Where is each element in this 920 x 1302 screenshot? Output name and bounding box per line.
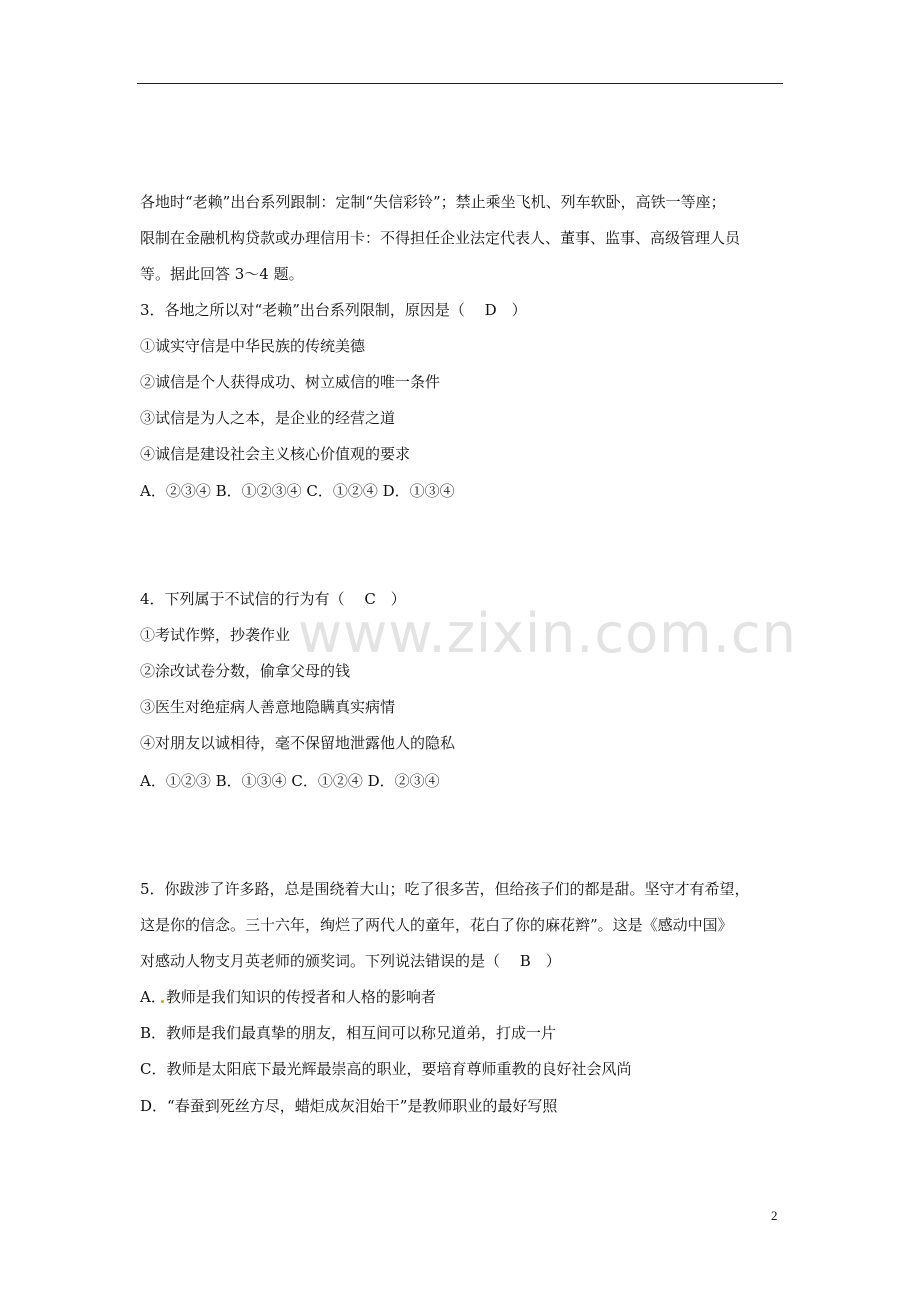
q5-option-d: D．“春蚕到死丝方尽，蜡炬成灰泪始干”是教师职业的最好写照 — [140, 1097, 558, 1115]
q5-stem-line-1: 5．你跋涉了许多路，总是围绕着大山；吃了很多苦，但给孩子们的都是甜。坚守才有希望， — [140, 880, 750, 898]
q4-item-1: ①考试作弊，抄袭作业 — [140, 626, 291, 644]
watermark: www.zixin.com.cn — [298, 602, 797, 665]
q3-item-1: ①诚实守信是中华民族的传统美德 — [140, 337, 366, 355]
passage-line-3: 等。据此回答 3～4 题。 — [140, 265, 304, 283]
q5-option-b: B．教师是我们最真挚的朋友，相互间可以称兄道弟，打成一片 — [140, 1024, 557, 1042]
q3-item-2: ②诚信是个人获得成功、树立威信的唯一条件 — [140, 373, 441, 391]
q3-item-4: ④诚信是建设社会主义核心价值观的要求 — [140, 445, 411, 463]
header-rule — [137, 83, 783, 84]
passage-line-1: 各地时“老赖”出台系列跟制：定制“失信彩铃”；禁止乘坐飞机、列车软卧，高铁一等座； — [140, 193, 726, 211]
q4-item-2: ②涂改试卷分数，偷拿父母的钱 — [140, 662, 351, 680]
q3-stem: 3．各地之所以对“老赖”出台系列限制，原因是（ D ） — [140, 301, 527, 319]
q4-stem: 4．下列属于不试信的行为有（ C ） — [140, 590, 406, 608]
q5-option-a: A．教师是我们知识的传授者和人格的影响者 — [140, 988, 436, 1006]
page-number: 2 — [771, 1208, 778, 1223]
q4-item-4: ④对朋友以诚相待，毫不保留地泄露他人的隐私 — [140, 734, 456, 752]
q5-option-c: C．教师是太阳底下最光辉最崇高的职业，要培育尊师重教的良好社会风尚 — [140, 1060, 632, 1078]
q3-options: A．②③④ B．①②③④ C．①②④ D．①③④ — [140, 482, 455, 500]
q3-item-3: ③试信是为人之本，是企业的经营之道 — [140, 409, 396, 427]
q4-options: A．①②③ B．①③④ C．①②④ D．②③④ — [140, 772, 440, 790]
q5-stem-line-3: 对感动人物支月英老师的颁奖词。下列说法错误的是（ B ） — [140, 952, 561, 970]
q5-stem-line-2: 这是你的信念。三十六年，绚烂了两代人的童年，花白了你的麻花辫”。这是《感动中国》 — [140, 916, 733, 934]
q4-item-3: ③医生对绝症病人善意地隐瞒真实病情 — [140, 698, 396, 716]
passage-line-2: 限制在金融机构贷款或办理信用卡：不得担任企业法定代表人、董事、监事、高级管理人员 — [140, 229, 741, 247]
